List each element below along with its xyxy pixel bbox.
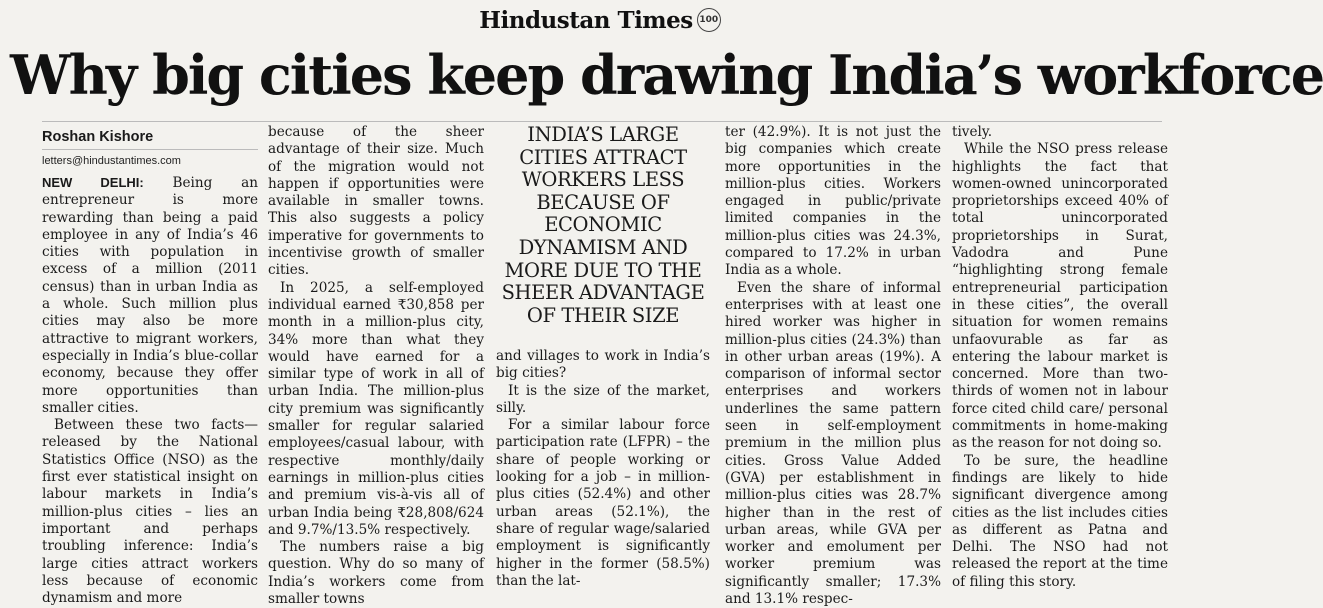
headline: Why big cities keep drawing India’s workforce <box>10 43 1323 107</box>
pull-quote-line: INDIA’S LARGE <box>527 123 679 146</box>
byline-divider <box>42 149 258 150</box>
article-column-5 <box>952 124 1168 590</box>
article-column-3 <box>496 123 710 589</box>
pull-quote-line: BECAUSE OF <box>536 190 670 214</box>
paragraph: It is the size of the market, silly. <box>496 382 710 416</box>
paragraph: For a similar labour force participation rate (LFPR) – the share of people working or looking for a job – in million-plus cities (52.4%) and other urban areas (52.1%), the share of regular wage/salaried employment is significantly higher in the former (58.5%) than the lat- <box>496 417 710 589</box>
pull-quote-line: ECONOMIC <box>544 213 662 237</box>
paragraph: While the NSO press release highlights the fact that women-owned unincorporated proprietorships exceed 40% of total unincorporated proprietorships in Surat, Vadodra and Pune “highlighting strong female entrepreneurial participation in these cities”, the overall situation for women remains unfaovurable as far as entering the labour market is concerned. More than two-thirds of women not in labour force cited child care/ personal commitments in home-making as the reason for not doing so. <box>952 141 1168 452</box>
paragraph: To be sure, the headline findings are likely to hide significant divergence among cities as the list includes cities as different as Patna and Delhi. The NSO had not released the report at the time of filing this story. <box>952 452 1168 590</box>
pull-quote-line: DYNAMISM AND <box>518 235 688 259</box>
headline-divider <box>42 121 1162 122</box>
centenary-seal-icon: 100 <box>697 8 721 32</box>
pull-quote <box>496 123 710 327</box>
dateline: NEW DELHI: <box>42 175 144 190</box>
byline-author: Roshan Kishore <box>42 129 154 145</box>
article-column-2 <box>268 124 484 608</box>
paragraph: The numbers raise a big question. Why do so many of India’s workers come from smaller towns <box>268 539 484 608</box>
paragraph-text: Being an entrepreneur is more rewarding than being a paid employee in any of India’s 46 cities with population in excess of a million (2011 census) than in urban India as a whole. Such million plus cities may also be more attractive to migrant workers, especially in India’s blue-collar economy, because they offer more opportunities than smaller cities. <box>42 175 258 416</box>
pull-quote-line: MORE DUE TO THE <box>504 258 702 282</box>
paragraph <box>42 174 258 417</box>
paragraph: tively. <box>952 124 993 140</box>
paragraph: and villages to work in India’s big cities? <box>496 348 710 382</box>
pull-quote-line: WORKERS LESS <box>521 168 685 192</box>
byline-email: letters@hindustantimes.com <box>42 155 181 167</box>
article-column-1 <box>42 128 258 607</box>
newspaper-logo: Hindustan Times <box>479 6 693 34</box>
pull-quote-line: OF THEIR SIZE <box>526 303 680 327</box>
paragraph: In 2025, a self-employed individual earned ₹30,858 per month in a million-plus city, 34% more than what they would have earned for a similar type of work in all of urban India. The million-plus city premium was significantly smaller for regular salaried employees/casual labour, with respective monthly/daily earnings in million-plus cities and premium vis-à-vis all of urban India being ₹28,808/624 and 9.7%/13.5% respectively. <box>268 279 484 538</box>
pull-quote-line: SHEER ADVANTAGE <box>501 281 705 305</box>
paragraph: ter (42.9%). It is not just the big companies which create more opportunities in the million-plus cities. Workers engaged in public/private limited companies in the million-plus cities was 24.3%, compared to 17.2% in urban India as a whole. <box>725 124 941 279</box>
pull-quote-line: CITIES ATTRACT <box>519 145 687 169</box>
article-column-4 <box>725 124 941 608</box>
masthead <box>0 4 1200 36</box>
paragraph: because of the sheer advantage of their size. Much of the migration would not happen if opportunities were available in smaller towns. This also suggests a policy imperative for governments to incentivise growth of smaller cities. <box>268 124 484 279</box>
paragraph: Between these two facts—released by the National Statistics Office (NSO) as the first ever statistical insight on labour markets in India’s million-plus cities – lies an important and perhaps troubling inference: India’s large cities attract workers less because of economic dynamism and more <box>42 417 258 607</box>
paragraph: Even the share of informal enterprises with at least one hired worker was higher in million-plus cities (24.3%) than in other urban areas (19%). A comparison of informal sector enterprises and workers underlines the same pattern seen in self-employment premium in the million plus cities. Gross Value Added (GVA) per establishment in million-plus cities was 28.7% higher than in the rest of urban areas, while GVA per worker and emolument per worker premium was significantly smaller; 17.3% and 13.1% respec- <box>725 279 941 608</box>
